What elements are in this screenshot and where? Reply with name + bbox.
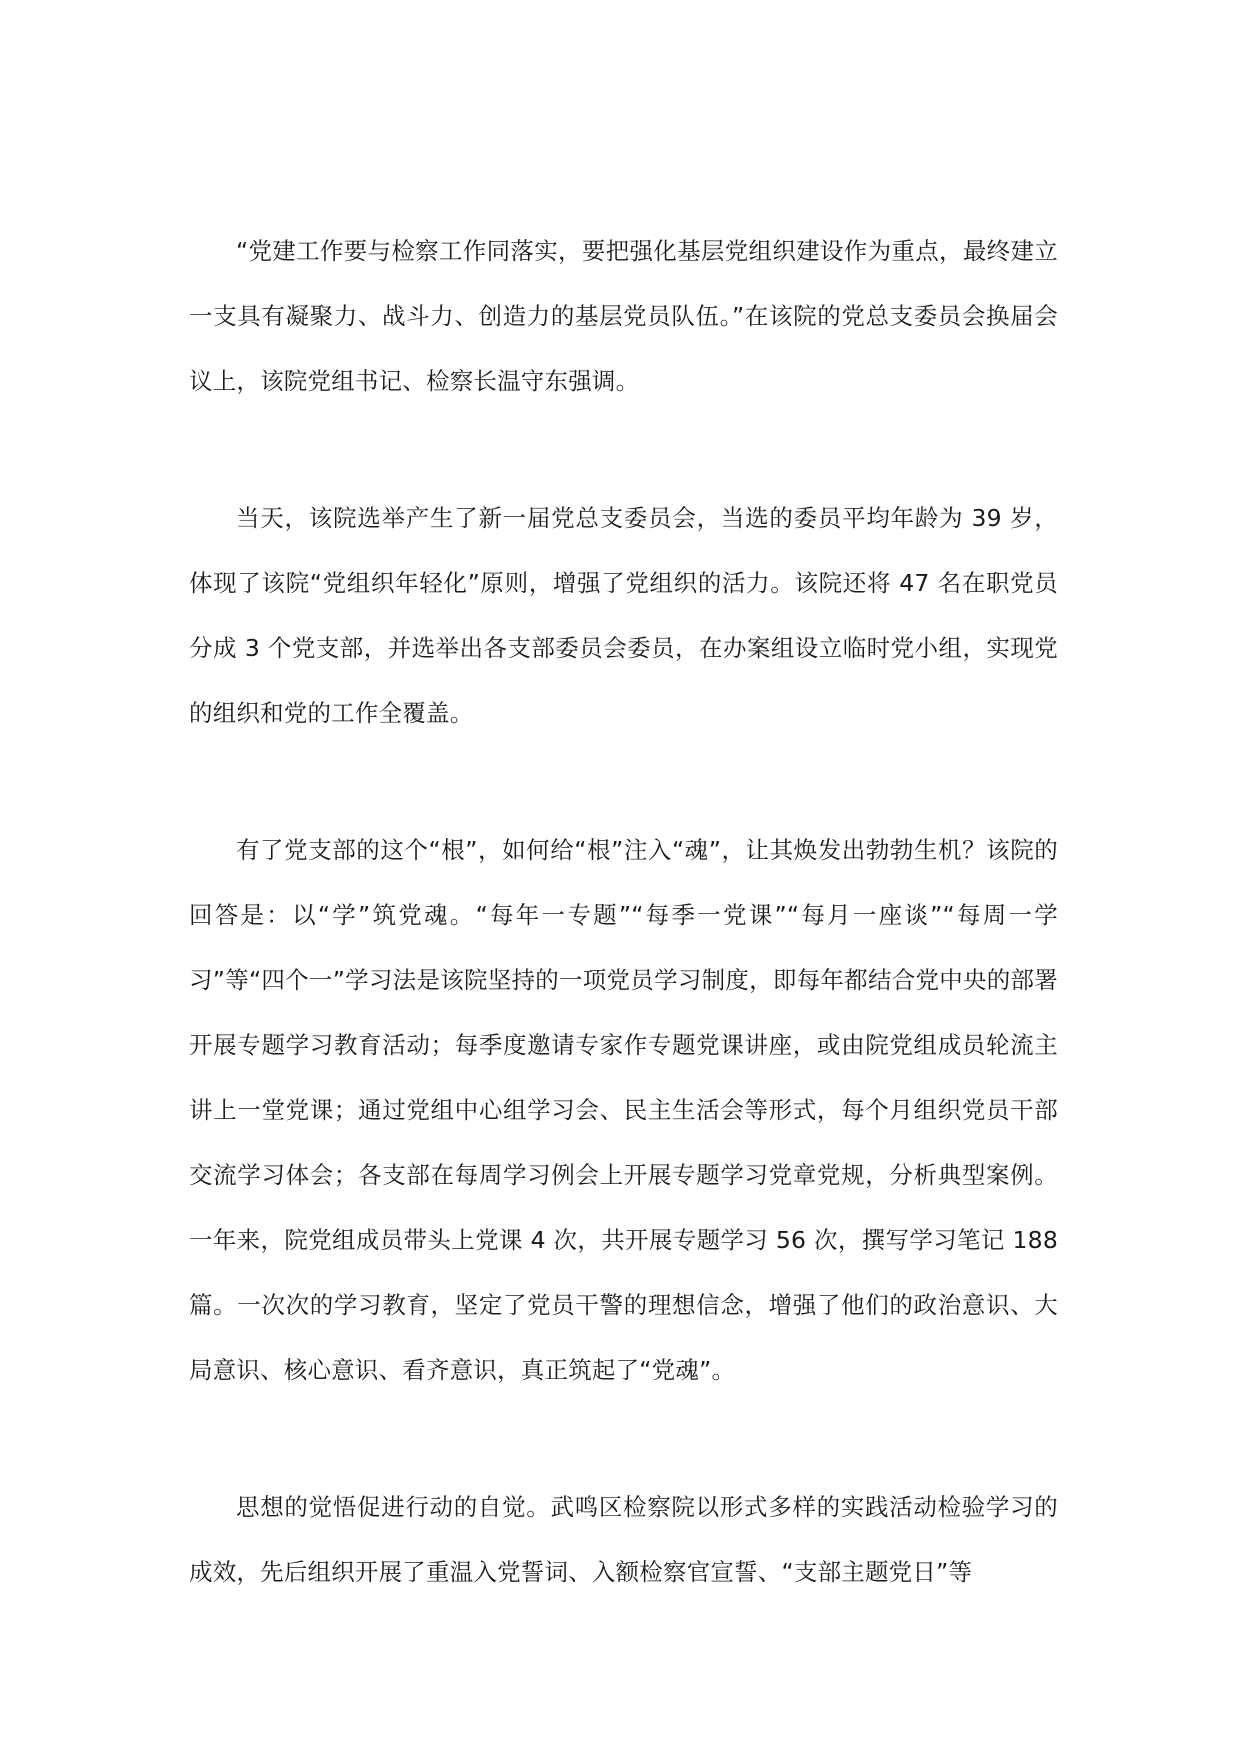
paragraph-3: 有了党支部的这个“根”，如何给“根”注入“魂”，让其焕发出勃勃生机？该院的回答是：以“学”筑党魂。“每年一专题”“每季一党课”“每月一座谈”“每周一学习”等“四个一”学习法是该院坚持的一项党员学习制度，即每年都结合党中央的部署开展专题学习教育活动；每季度邀请专家作专题党课讲座，或由院党组成员轮流主讲上一堂党课；通过党组中心组学习会、民主生活会等形式，每个月组织党员干部交流学习体会；各支部在每周学习例会上开展专题学习党章党规，分析典型案例。一年来，院党组成员带头上党课 4 次，共开展专题学习 56 次，撰写学习笔记 188 篇。一次次的学习教育，坚定了党员干警的理想信念，增强了他们的政治意识、大局意识、核心意识、看齐意识，真正筑起了“党魂”。 [189, 836, 1058, 1384]
document-body [189, 219, 1058, 1605]
paragraph-4: 思想的觉悟促进行动的自觉。武鸣区检察院以形式多样的实践活动检验学习的成效，先后组织开展了重温入党誓词、入额检察官宣誓、“支部主题党日”等 [189, 1493, 1058, 1586]
paragraph-2: 当天，该院选举产生了新一届党总支委员会，当选的委员平均年龄为 39 岁，体现了该院“党组织年轻化”原则，增强了党组织的活力。该院还将 47 名在职党员分成 3 个党支部，并选举出各支部委员会委员，在办案组设立临时党小组，实现党的组织和党的工作全覆盖。 [189, 504, 1058, 727]
paragraph-1: “党建工作要与检察工作同落实，要把强化基层党组织建设作为重点，最终建立一支具有凝聚力、战斗力、创造力的基层党员队伍。”在该院的党总支委员会换届会议上，该院党组书记、检察长温守东强调。 [189, 237, 1058, 395]
